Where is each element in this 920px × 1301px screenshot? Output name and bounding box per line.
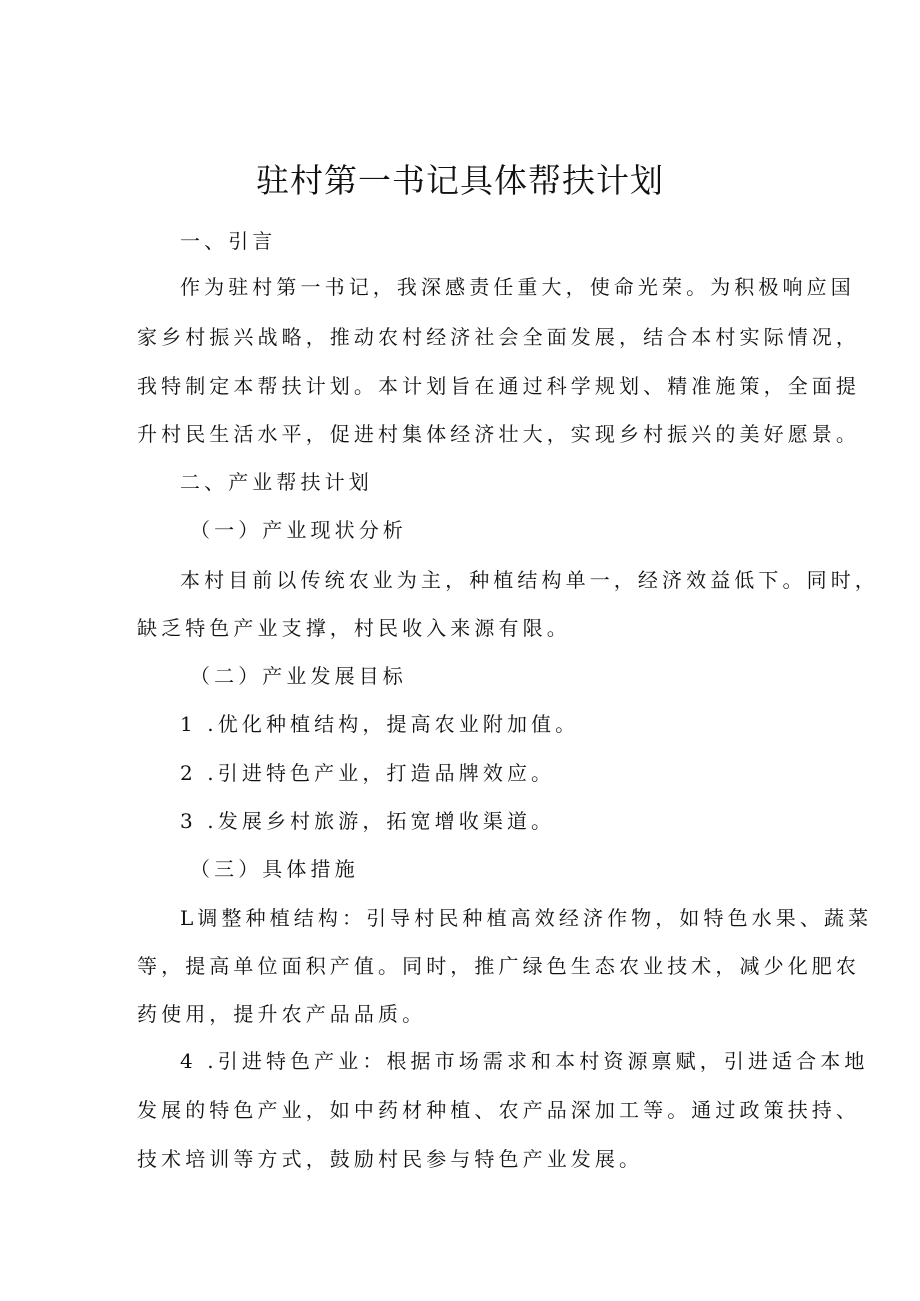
paragraph-line: L调整种植结构：引导村民种植高效经济作物，如特色水果、蔬菜 — [180, 906, 873, 930]
paragraph-line: 缺乏特色产业支撑，村民收入来源有限。 — [137, 616, 571, 640]
paragraph-line: 升村民生活水平，促进村集体经济壮大，实现乡村振兴的美好愿景。 — [137, 422, 860, 446]
section-heading-introduction: 一、引言 — [180, 229, 277, 253]
paragraph-line: 药使用，提升农产品品质。 — [137, 1002, 427, 1026]
subsection-heading-goals: （二）产业发展目标 — [190, 664, 407, 688]
subsection-heading-status: （一）产业现状分析 — [190, 518, 407, 542]
document-title: 驻村第一书记具体帮扶计划 — [256, 161, 664, 200]
list-item: 2 .引进特色产业，打造品牌效应。 — [180, 761, 556, 785]
paragraph-line: 发展的特色产业，如中药材种植、农产品深加工等。通过政策扶持、 — [137, 1098, 860, 1122]
paragraph-line: 家乡村振兴战略，推动农村经济社会全面发展，结合本村实际情况， — [137, 325, 860, 349]
paragraph-line: 技术培训等方式，鼓励村民参与特色产业发展。 — [137, 1147, 644, 1171]
paragraph-line: 作为驻村第一书记，我深感责任重大，使命光荣。为积极响应国 — [180, 275, 855, 299]
paragraph-line: 等，提高单位面积产值。同时，推广绿色生态农业技术，减少化肥农 — [137, 954, 860, 978]
paragraph-line: 本村目前以传统农业为主，种植结构单一，经济效益低下。同时， — [180, 568, 879, 592]
paragraph-line: 我特制定本帮扶计划。本计划旨在通过科学规划、精准施策，全面提 — [137, 374, 860, 398]
list-item: 3 .发展乡村旅游，拓宽增收渠道。 — [180, 809, 556, 833]
paragraph-line: 4 .引进特色产业：根据市场需求和本村资源禀赋，引进适合本地 — [180, 1049, 869, 1073]
subsection-heading-measures: （三）具体措施 — [190, 857, 359, 881]
section-heading-industry-plan: 二、产业帮扶计划 — [180, 470, 373, 494]
list-item: 1 .优化种植结构，提高农业附加值。 — [180, 712, 580, 736]
